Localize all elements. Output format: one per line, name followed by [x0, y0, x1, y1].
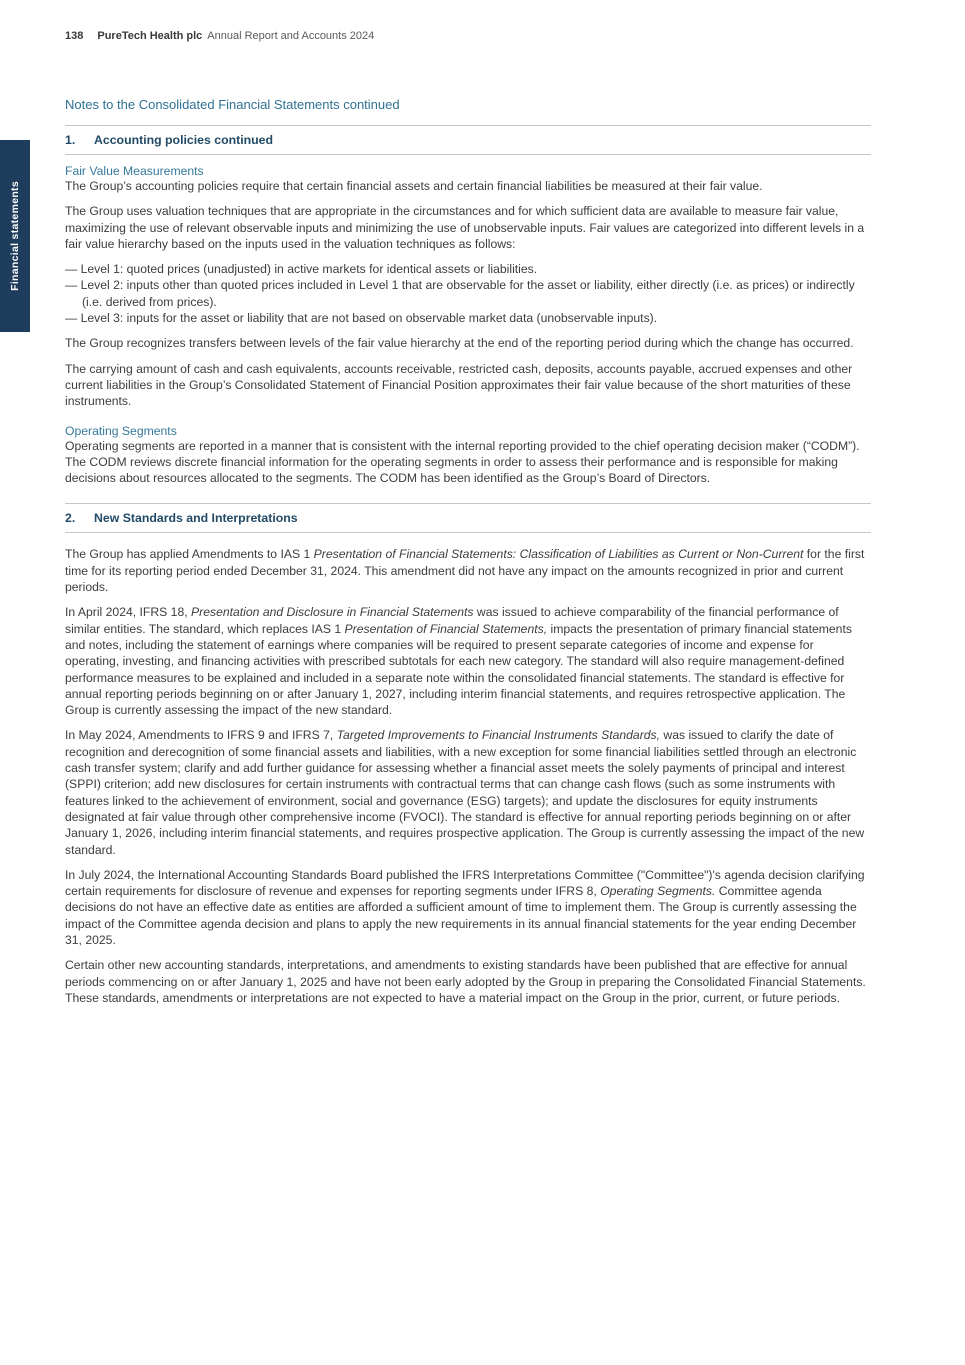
brand-name: PureTech Health plc	[97, 30, 203, 42]
sidebar-tab-financial-statements	[0, 140, 30, 332]
paragraph: Operating segments are reported in a manner that is consistent with the internal reporting provided to the chief operating decision maker (“CODM”). The CODM reviews discrete financial information for the operating segments in order to assess their performance and is responsible for making decisions about resources allocated to the segments. The CODM has been identified as the Group’s Board of Directors.	[65, 438, 860, 486]
list-item-level-3: — Level 3: inputs for the asset or liability that are not based on observable market data (unobservable inputs).	[65, 311, 658, 326]
divider	[65, 154, 871, 155]
section-2-body	[65, 546, 871, 1006]
list-item-level-2: — Level 2: inputs other than quoted prices included in Level 1 that are observable for the asset or liability, either directly (i.e. as prices) or indirectly (i.e. derived from prices).	[65, 278, 855, 309]
content-column	[65, 97, 871, 1015]
section-2	[65, 503, 871, 1006]
fair-value-levels-list	[65, 261, 871, 326]
sidebar-tab-label: Financial statements	[9, 181, 21, 291]
paragraph: The Group has applied Amendments to IAS 1 Presentation of Financial Statements: Classification of Liabilities as Current or Non-Current for the first time for its reporting period ended December 31, 2024. This amendment did not have any impact on the amounts recognized in prior and current periods.	[65, 547, 865, 595]
section-2-title: New Standards and Interpretations	[94, 511, 298, 526]
section-1-number: 1.	[65, 133, 76, 147]
paragraph: In May 2024, Amendments to IFRS 9 and IFRS 7, Targeted Improvements to Financial Instruments Standards, was issued to clarify the date of recognition and derecognition of some financial assets and liabilities, with a new exception for some financial liabilities settled through an electronic cash transfer system; clarify and add further guidance for assessing whether a financial asset meets the solely payments of principal and interest (SPPI) criterion; add new disclosures for certain instruments with contractual terms that can change cash flows (such as some instruments with features linked to the achievement of environment, social and governance (ESG) targets); and update the disclosures for equity instruments designated at fair value through other comprehensive income (FVOCI). The standard is effective for annual reporting periods beginning on or after January 1, 2026, including interim financial statements, and requires prospective application. The Group is currently assessing the impact of the new standard.	[65, 728, 865, 857]
paragraph: The Group’s accounting policies require that certain financial assets and certain financial liabilities be measured at their fair value.	[65, 179, 763, 193]
operating-segments-heading: Operating Segments	[65, 423, 177, 438]
section-2-header	[65, 504, 871, 532]
paragraph: The Group recognizes transfers between levels of the fair value hierarchy at the end of the reporting period during which the change has occurred.	[65, 336, 854, 351]
divider	[65, 532, 871, 533]
list-item-level-1: — Level 1: quoted prices (unadjusted) in active markets for identical assets or liabilities.	[65, 262, 538, 277]
section-2-number: 2.	[65, 511, 76, 526]
fair-value-measurements-heading: Fair Value Measurements	[65, 164, 204, 178]
section-1-title: Accounting policies continued	[94, 133, 273, 147]
section-1-header	[65, 126, 871, 154]
notes-title: Notes to the Consolidated Financial Statements continued	[65, 97, 400, 112]
paragraph: In July 2024, the International Accounting Standards Board published the IFRS Interpretations Committee ("Committee")'s agenda decision clarifying certain requirements for disclosure of revenue and expenses for reporting segments under IFRS 8, Operating Segments. Committee agenda decisions do not have an effective date as entities are afforded a sufficient amount of time to implement them. The Group is currently assessing the impact of the Committee agenda decision and plans to apply the new requirements in its annual financial statements for the year ending December 31, 2025.	[65, 867, 865, 947]
paragraph: The carrying amount of cash and cash equivalents, accounts receivable, restricted cash, deposits, accounts payable, accrued expenses and other current liabilities in the Group’s Consolidated Statement of Financial Position approximates their fair value because of the short maturities of these instruments.	[65, 361, 853, 409]
paragraph: The Group uses valuation techniques that are appropriate in the circumstances and for which sufficient data are available to measure fair value, maximizing the use of relevant observable inputs and minimizing the use of unobservable inputs. Fair values are categorized into different levels in a fair value hierarchy based on the inputs used in the valuation techniques as follows:	[65, 204, 865, 251]
paragraph: In April 2024, IFRS 18, Presentation and Disclosure in Financial Statements was issued to achieve comparability of the financial performance of similar entities. The standard, which replaces IAS 1 Presentation of Financial Statements, impacts the presentation of primary financial statements and notes, including the statement of earnings where companies will be required to present separate categories of income and expense for operating, investing, and financing activities with prescribed subtotals for each new category. The standard will also require management-defined performance measures to be explained and included in a separate note within the consolidated financial statements. The standard is effective for annual reporting periods beginning on or after January 1, 2027, including interim financial statements, and requires retrospective application. The Group is currently assessing the impact of the new standard.	[65, 605, 852, 718]
report-title: Annual Report and Accounts 2024	[207, 30, 375, 42]
page-number: 138	[65, 30, 84, 42]
running-header	[65, 30, 374, 42]
paragraph: Certain other new accounting standards, interpretations, and amendments to existing standards have been published that are effective for annual periods commencing on or after January 1, 2025 and have not been early adopted by the Group in preparing the Consolidated Financial Statements. These standards, amendments or interpretations are not expected to have a material impact on the Group in the prior, current, or future periods.	[65, 958, 866, 1005]
